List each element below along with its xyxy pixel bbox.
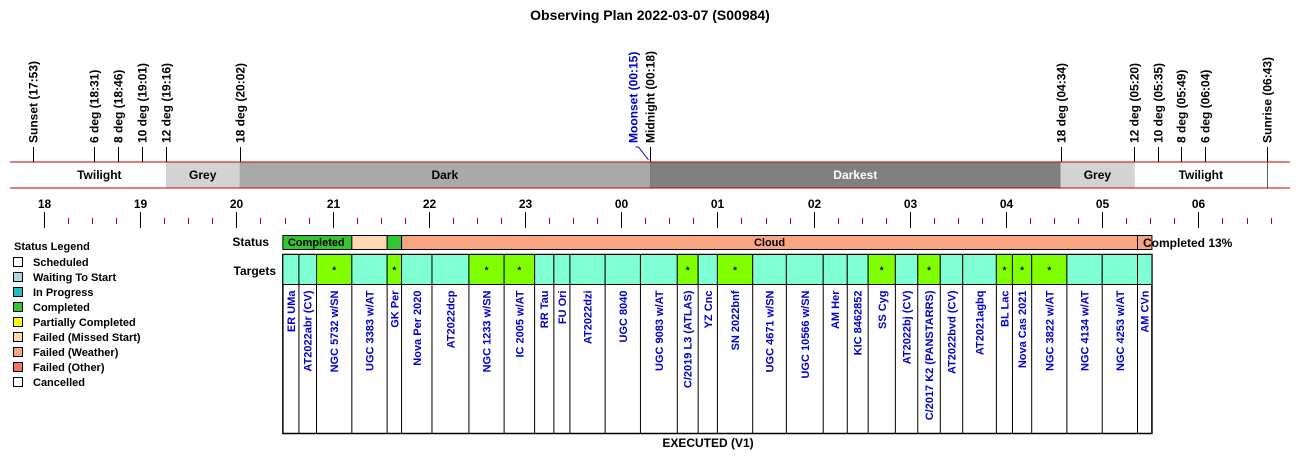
- legend-title: Status Legend: [14, 241, 90, 253]
- target-box-5: [402, 255, 432, 285]
- target-name-21: SS Cyg: [876, 290, 889, 330]
- target-name-10: FU Ori: [556, 290, 569, 325]
- hour-label-12: 06: [1191, 197, 1206, 211]
- status-row: [283, 236, 1152, 250]
- moonset-marker: [636, 147, 649, 160]
- legend-label-2: In Progress: [33, 287, 94, 299]
- legend-swatch-7: [14, 363, 23, 372]
- status-segment-label-0: Completed: [287, 237, 345, 249]
- legend-swatch-8: [14, 378, 23, 387]
- hour-label-8: 02: [807, 197, 822, 211]
- status-row-label: Status: [232, 235, 269, 249]
- hour-label-6: 00: [614, 197, 629, 211]
- target-mark-28: *: [1047, 265, 1052, 277]
- target-box-3: [352, 255, 387, 285]
- target-box-30: [1102, 255, 1137, 285]
- event-label-12: Sunrise (06:43): [1260, 56, 1275, 143]
- band-label-0: Twilight: [77, 168, 122, 182]
- band-label-4: Grey: [1083, 168, 1112, 182]
- target-box-18: [786, 255, 823, 285]
- status-legend: [14, 241, 141, 389]
- hour-axis: [38, 197, 1272, 228]
- event-label-10: 8 deg (05:49): [1174, 69, 1189, 143]
- target-box-31: [1138, 255, 1152, 285]
- status-segment-2: [387, 236, 401, 250]
- event-label-5: 18 deg (20:02): [233, 62, 248, 143]
- event-label-11: 6 deg (06:04): [1198, 69, 1213, 143]
- hour-label-5: 23: [518, 197, 533, 211]
- legend-label-3: Completed: [33, 302, 90, 314]
- event-label-0: Sunset (17:53): [26, 60, 41, 143]
- execution-footer: EXECUTED (V1): [662, 436, 754, 450]
- target-name-31: AM CVn: [1139, 290, 1152, 333]
- band-label-5: Twilight: [1178, 168, 1224, 182]
- target-name-30: NGC 4253 w/AT: [1114, 290, 1127, 371]
- hour-label-10: 04: [999, 197, 1014, 211]
- target-box-13: [640, 255, 677, 285]
- legend-swatch-5: [14, 333, 23, 342]
- target-name-12: UGC 8040: [617, 290, 630, 343]
- event-label-1: 6 deg (18:31): [87, 69, 102, 143]
- target-name-9: RR Tau: [539, 290, 552, 329]
- targets-row-label: Targets: [233, 264, 276, 278]
- target-box-0: [283, 255, 299, 285]
- event-label-3: 10 deg (19:01): [135, 62, 150, 143]
- target-name-19: AM Her: [830, 290, 843, 330]
- legend-label-0: Scheduled: [33, 257, 89, 269]
- target-name-2: NGC 5732 w/SN: [329, 290, 342, 373]
- target-mark-21: *: [879, 265, 884, 277]
- target-name-7: NGC 1233 w/SN: [481, 290, 494, 373]
- target-name-4: GK Per: [389, 290, 402, 328]
- legend-label-5: Failed (Missed Start): [33, 332, 141, 344]
- band-label-1: Grey: [189, 168, 217, 182]
- target-name-6: AT2022dcp: [445, 290, 458, 349]
- hour-label-4: 22: [422, 197, 437, 211]
- status-segment-1: [352, 236, 387, 250]
- target-name-17: UGC 4671 w/SN: [764, 290, 777, 373]
- target-mark-14: *: [685, 265, 690, 277]
- target-name-16: SN 2022bnf: [730, 290, 743, 351]
- legend-label-6: Failed (Weather): [33, 347, 119, 359]
- legend-swatch-0: [14, 258, 23, 267]
- target-box-25: [963, 255, 997, 285]
- hour-label-1: 19: [133, 197, 148, 211]
- target-mark-4: *: [392, 265, 397, 277]
- legend-swatch-6: [14, 348, 23, 357]
- target-box-6: [432, 255, 469, 285]
- target-name-29: NGC 4134 w/AT: [1079, 290, 1092, 371]
- target-box-24: [940, 255, 962, 285]
- target-name-8: IC 2005 w/AT: [514, 290, 527, 358]
- event-label-8: 12 deg (05:20): [1127, 62, 1142, 143]
- band-label-3: Darkest: [833, 168, 878, 182]
- hour-label-3: 21: [326, 197, 341, 211]
- target-box-10: [554, 255, 570, 285]
- legend-swatch-3: [14, 303, 23, 312]
- target-name-25: AT2021agbq: [974, 290, 987, 356]
- target-mark-8: *: [517, 265, 522, 277]
- target-mark-2: *: [332, 265, 337, 277]
- event-label-7: 18 deg (04:34): [1054, 62, 1069, 143]
- target-box-19: [823, 255, 847, 285]
- target-box-22: [895, 255, 917, 285]
- target-box-17: [753, 255, 787, 285]
- target-mark-26: *: [1002, 265, 1007, 277]
- completed-percentage: Completed 13%: [1143, 236, 1233, 250]
- event-label-4: 12 deg (19:16): [159, 62, 174, 143]
- hour-label-11: 05: [1095, 197, 1110, 211]
- legend-swatch-4: [14, 318, 23, 327]
- target-box-12: [605, 255, 640, 285]
- target-name-23: C/2017 K2 (PANSTARRS): [924, 290, 937, 421]
- legend-label-7: Failed (Other): [33, 362, 105, 374]
- target-name-14: C/2019 L3 (ATLAS): [682, 290, 695, 389]
- target-name-26: BL Lac: [999, 290, 1012, 327]
- hour-label-7: 01: [710, 197, 725, 211]
- targets-row: [283, 255, 1152, 434]
- target-mark-23: *: [927, 265, 931, 277]
- target-name-13: UGC 9083 w/AT: [653, 290, 666, 371]
- legend-label-8: Cancelled: [33, 377, 85, 389]
- legend-label-4: Partially Completed: [33, 317, 136, 329]
- target-mark-7: *: [484, 265, 489, 277]
- hour-label-0: 18: [37, 197, 52, 211]
- chart-title: Observing Plan 2022-03-07 (S00984): [530, 7, 770, 23]
- target-box-9: [535, 255, 554, 285]
- target-name-20: KIC 8462852: [852, 290, 865, 356]
- target-mark-27: *: [1020, 265, 1025, 277]
- target-name-28: NGC 3822 w/AT: [1044, 290, 1057, 371]
- target-name-24: AT2022bvd (CV): [946, 290, 959, 375]
- target-box-1: [299, 255, 317, 285]
- target-name-15: YZ Cnc: [702, 290, 715, 329]
- target-name-18: UGC 10566 w/SN: [799, 290, 812, 379]
- target-box-11: [570, 255, 605, 285]
- legend-label-1: Waiting To Start: [33, 272, 117, 284]
- status-segment-label-3: Cloud: [753, 237, 786, 249]
- moonset-label: Moonset (00:15): [626, 51, 641, 143]
- target-name-27: Nova Cas 2021: [1017, 290, 1030, 369]
- target-box-20: [847, 255, 868, 285]
- hour-label-2: 20: [229, 197, 244, 211]
- event-label-2: 8 deg (18:46): [111, 69, 126, 143]
- target-name-3: UGC 3383 w/AT: [364, 290, 377, 371]
- target-box-15: [698, 255, 717, 285]
- hour-label-9: 03: [903, 197, 918, 211]
- band-label-2: Dark: [431, 168, 459, 182]
- event-label-9: 10 deg (05:35): [1151, 62, 1166, 143]
- target-name-22: AT2022bj (CV): [901, 290, 914, 365]
- target-box-29: [1067, 255, 1102, 285]
- event-label-6: Midnight (00:18): [643, 51, 658, 143]
- target-name-11: AT2022dzi: [582, 290, 595, 345]
- target-name-0: ER UMa: [285, 290, 298, 333]
- target-name-5: Nova Per 2020: [411, 290, 424, 366]
- legend-swatch-2: [14, 288, 23, 297]
- target-mark-16: *: [733, 265, 738, 277]
- night-bands: [10, 162, 1290, 188]
- target-name-1: AT2022abr (CV): [302, 290, 315, 372]
- legend-swatch-1: [14, 273, 23, 282]
